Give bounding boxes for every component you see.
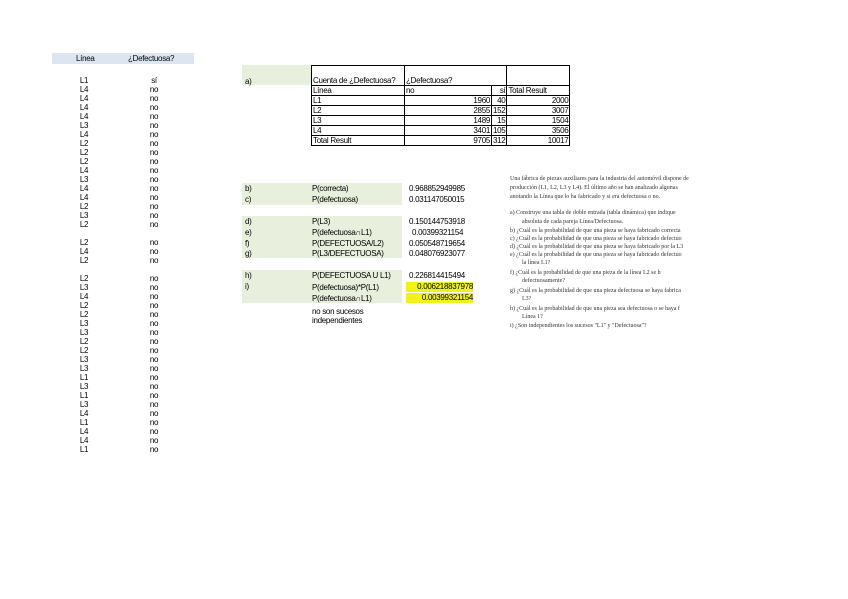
cell-linea: L2 — [79, 346, 89, 355]
cell-defectuosa: no — [149, 400, 159, 409]
cell-linea: L2 — [79, 256, 89, 265]
cell-defectuosa: no — [149, 139, 159, 148]
result-h-value: 0.226814415494 — [409, 271, 465, 280]
cell-defectuosa: no — [149, 292, 159, 301]
cell-defectuosa: no — [149, 382, 159, 391]
pivot-cell-total: 3506 — [507, 126, 570, 136]
result-d-value: 0.150144753918 — [409, 217, 465, 226]
problem-e-2: la línea L1? — [522, 260, 551, 266]
cell-linea: L3 — [79, 328, 89, 337]
cell-linea: L2 — [79, 220, 89, 229]
cell-defectuosa: no — [149, 103, 159, 112]
pivot-empty — [507, 66, 570, 86]
cell-defectuosa: no — [149, 211, 159, 220]
result-e-label: P(defectuosa∩L1) — [312, 228, 372, 237]
cell-defectuosa: no — [149, 112, 159, 121]
cell-linea: L4 — [79, 94, 89, 103]
pivot-row — [312, 106, 570, 116]
cell-defectuosa: no — [149, 220, 159, 229]
result-h-label: P(DEFECTUOSA U L1) — [312, 271, 391, 280]
cell-linea: L1 — [79, 391, 89, 400]
pivot-row-label: L4 — [312, 126, 405, 136]
pivot-row — [312, 96, 570, 106]
cell-linea: L4 — [79, 427, 89, 436]
pivot-table — [311, 65, 570, 146]
blank-row — [134, 229, 174, 238]
problem-f-2: defectuosamente? — [522, 278, 565, 284]
pivot-cell-total: 1504 — [507, 116, 570, 126]
pivot-col-total: Total Result — [507, 86, 570, 96]
cell-defectuosa: no — [149, 202, 159, 211]
cell-defectuosa: no — [149, 346, 159, 355]
cell-defectuosa: no — [149, 193, 159, 202]
defectuosa-column — [134, 76, 174, 454]
label-d: d) — [245, 217, 252, 226]
cell-linea: L2 — [79, 274, 89, 283]
problem-h-2: Línea 1? — [522, 314, 543, 320]
problem-intro-2: producción (L1, L2, L3 y L4). El último año se han analizado algunas — [510, 185, 678, 191]
pivot-row-field: Línea — [312, 86, 405, 96]
pivot-total-total: 10017 — [507, 136, 570, 146]
cell-linea: L3 — [79, 211, 89, 220]
cell-linea: L2 — [79, 301, 89, 310]
problem-i: i) ¿Son independientes los sucesos "L1" y "Defectuosa"? — [510, 323, 647, 329]
pivot-cell-si: 40 — [492, 96, 507, 106]
cell-linea: L4 — [79, 193, 89, 202]
label-b: b) — [245, 184, 252, 193]
label-e: e) — [245, 228, 252, 237]
cell-linea: L4 — [79, 292, 89, 301]
cell-defectuosa: no — [149, 337, 159, 346]
label-c: c) — [245, 195, 252, 204]
cell-defectuosa: no — [149, 445, 159, 454]
label-a: a) — [245, 77, 252, 86]
cell-linea: L4 — [79, 85, 89, 94]
cell-defectuosa: no — [149, 418, 159, 427]
result-c-value: 0.031147050015 — [409, 195, 465, 204]
cell-linea: L4 — [79, 409, 89, 418]
problem-intro-1: Una fábrica de piezas auxiliares para la industria del automóvil dispone de — [510, 176, 689, 182]
pivot-cell-no: 2855 — [405, 106, 492, 116]
cell-linea: L4 — [79, 112, 89, 121]
cell-linea: L3 — [79, 175, 89, 184]
cell-defectuosa: no — [149, 184, 159, 193]
cell-defectuosa: no — [149, 328, 159, 337]
linea-column — [64, 76, 104, 454]
cell-defectuosa: no — [149, 310, 159, 319]
label-h: h) — [245, 271, 252, 280]
cell-defectuosa: no — [149, 166, 159, 175]
cell-linea: L2 — [79, 238, 89, 247]
pivot-row-label: L1 — [312, 96, 405, 106]
problem-a-2: absoluta de cada pareja Línea/Defectuosa. — [522, 219, 624, 225]
pivot-row-label: L3 — [312, 116, 405, 126]
pivot-cell-si: 15 — [492, 116, 507, 126]
pivot-col-no: no — [405, 86, 492, 96]
problem-intro-3: anotando la Línea que lo ha fabricado y si era defectuosa o no. — [510, 194, 661, 200]
cell-defectuosa: no — [149, 373, 159, 382]
cell-linea: L3 — [79, 319, 89, 328]
header-defectuosa: ¿Defectuosa? — [128, 54, 175, 63]
pivot-total-si: 312 — [493, 136, 506, 145]
cell-linea: L4 — [79, 184, 89, 193]
problem-statement — [510, 175, 848, 340]
cell-linea: L3 — [79, 283, 89, 292]
pivot-cell-no: 1960 — [405, 96, 492, 106]
cell-linea: L2 — [79, 337, 89, 346]
result-i1-value: 0.006218837978 — [406, 282, 473, 292]
cell-linea: L1 — [79, 76, 89, 85]
problem-g-2: L3? — [522, 296, 532, 302]
blank-row — [64, 265, 104, 274]
result-d-label: P(L3) — [312, 217, 331, 226]
cell-defectuosa: no — [149, 94, 159, 103]
cell-linea: L3 — [79, 355, 89, 364]
blank-row — [64, 229, 104, 238]
pivot-cell-total: 2000 — [507, 96, 570, 106]
label-f: f) — [245, 239, 250, 248]
result-g-value: 0.048076923077 — [409, 249, 465, 258]
pivot-title: Cuenta de ¿Defectuosa? — [312, 66, 405, 86]
cell-defectuosa: no — [149, 130, 159, 139]
result-f-label: P(DEFECTUOSA/L2) — [312, 239, 384, 248]
cell-linea: L4 — [79, 130, 89, 139]
cell-defectuosa: no — [149, 319, 159, 328]
problem-e-1: e) ¿Cuál es la probabilidad de que una pieza se haya fabricado defectuo — [510, 252, 682, 258]
pivot-cell-total: 3007 — [507, 106, 570, 116]
cell-linea: L2 — [79, 202, 89, 211]
cell-linea: L4 — [79, 103, 89, 112]
cell-linea: L3 — [79, 364, 89, 373]
pivot-cell-no: 3401 — [405, 126, 492, 136]
problem-f-1: f) ¿Cuál es la probabilidad de que una pieza de la línea L2 se h — [510, 270, 661, 276]
label-g: g) — [245, 249, 252, 258]
result-i1-label: P(defectuosa)*P(L1) — [312, 283, 379, 292]
pivot-row — [312, 116, 570, 126]
cell-defectuosa: no — [149, 148, 159, 157]
result-c-label: P(defectuosa) — [312, 195, 358, 204]
problem-d: d) ¿Cuál es la probabilidad de que una pieza se haya fabricado por la L3 — [510, 244, 684, 250]
cell-defectuosa: no — [149, 409, 159, 418]
cell-defectuosa: no — [149, 283, 159, 292]
cell-defectuosa: no — [149, 247, 159, 256]
cell-defectuosa: no — [149, 256, 159, 265]
cell-linea: L4 — [79, 436, 89, 445]
cell-linea: L3 — [79, 400, 89, 409]
cell-linea: L1 — [79, 373, 89, 382]
cell-defectuosa: no — [149, 364, 159, 373]
cell-linea: L3 — [79, 121, 89, 130]
problem-a-1: a) Construye una tabla de doble entrada (tabla dinámica) que indique — [510, 210, 676, 216]
cell-linea: L1 — [79, 445, 89, 454]
cell-defectuosa: no — [149, 274, 159, 283]
cell-defectuosa: no — [149, 391, 159, 400]
cell-linea: L2 — [79, 157, 89, 166]
result-i2-label: P(defectuosa∩L1) — [312, 294, 372, 303]
result-f-value: 0.050548719654 — [409, 239, 465, 248]
problem-b: b) ¿Cuál es la probabilidad de que una pieza se haya fabricado correcta — [510, 228, 681, 234]
pivot-total-row — [312, 136, 570, 146]
cell-linea: L2 — [79, 310, 89, 319]
cell-defectuosa: no — [149, 427, 159, 436]
cell-defectuosa: no — [149, 355, 159, 364]
pivot-row-label: L2 — [312, 106, 405, 116]
pivot-cell-si: 105 — [493, 126, 506, 135]
pivot-row — [312, 126, 570, 136]
blank-row — [134, 265, 174, 274]
pivot-total-no: 9705 — [405, 136, 492, 146]
pivot-cell-si: 152 — [493, 106, 506, 115]
problem-h-1: h) ¿Cuál es la probabilidad de que una pieza sea defectuosa o se haya f — [510, 306, 680, 312]
cell-defectuosa: no — [149, 301, 159, 310]
result-b-value: 0.968852949985 — [409, 184, 465, 193]
conclusion-line1: no son sucesos — [312, 307, 364, 316]
sheet-header — [52, 53, 194, 64]
label-i: i) — [245, 282, 249, 291]
cell-linea: L4 — [79, 166, 89, 175]
problem-g-1: g) ¿Cuál es la probabilidad de que una pieza defectuosa se haya fabrica — [510, 288, 681, 294]
cell-linea: L4 — [79, 247, 89, 256]
pivot-col-field: ¿Defectuosa? — [405, 66, 507, 86]
cell-defectuosa: no — [149, 238, 159, 247]
cell-defectuosa: no — [149, 175, 159, 184]
pivot-col-si: sí — [492, 86, 507, 96]
cell-defectuosa: no — [149, 157, 159, 166]
result-i2-value: 0.00399321154 — [406, 293, 473, 303]
cell-defectuosa: no — [149, 121, 159, 130]
label-cell-a — [242, 65, 311, 85]
pivot-cell-no: 1489 — [405, 116, 492, 126]
cell-linea: L2 — [79, 139, 89, 148]
result-b-label: P(correcta) — [312, 184, 349, 193]
conclusion-line2: independientes — [312, 316, 363, 325]
result-g-label: P(L3/DEFECTUOSA) — [312, 249, 384, 258]
cell-defectuosa: no — [149, 436, 159, 445]
cell-defectuosa: sí — [151, 76, 157, 85]
problem-c: c) ¿Cuál es la probabilidad de que una pieza se haya fabricado defectuo — [510, 236, 682, 242]
header-linea: Línea — [76, 54, 95, 63]
cell-linea: L3 — [79, 382, 89, 391]
result-e-value: 0.00399321154 — [412, 228, 464, 237]
cell-linea: L1 — [79, 418, 89, 427]
cell-defectuosa: no — [149, 85, 159, 94]
pivot-total-label: Total Result — [312, 136, 405, 146]
cell-linea: L2 — [79, 148, 89, 157]
